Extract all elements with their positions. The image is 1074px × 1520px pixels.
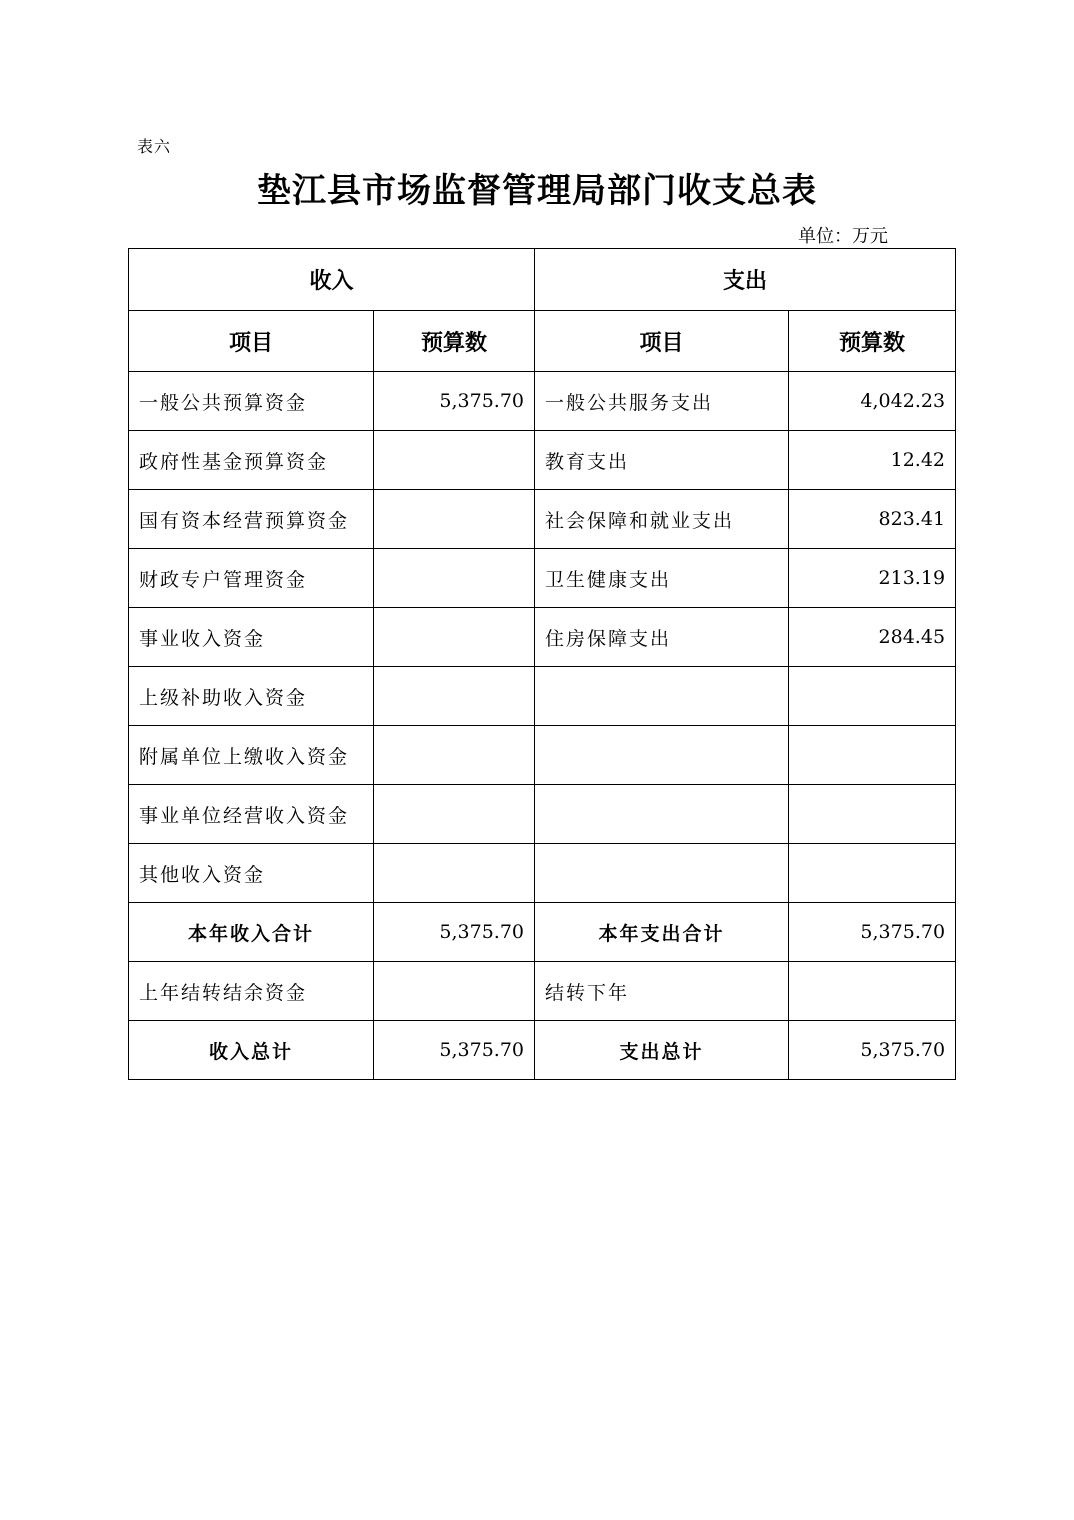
income-value-cell — [374, 785, 535, 844]
income-value-cell — [374, 844, 535, 903]
table-row — [129, 844, 956, 903]
expense-value-cell — [789, 726, 956, 785]
grand-total-row — [129, 1021, 956, 1080]
expense-section-header: 支出 — [535, 249, 956, 311]
income-value-cell — [374, 431, 535, 490]
income-value-cell — [374, 667, 535, 726]
expense-value-cell — [789, 844, 956, 903]
table-row — [129, 490, 956, 549]
income-item-cell: 上年结转结余资金 — [129, 962, 374, 1021]
income-annual-total-value: 5,375.70 — [374, 903, 535, 962]
expense-grand-total-value: 5,375.70 — [789, 1021, 956, 1080]
expense-item-cell: 社会保障和就业支出 — [535, 490, 789, 549]
income-value-cell — [374, 726, 535, 785]
expense-item-cell: 教育支出 — [535, 431, 789, 490]
income-value-cell — [374, 490, 535, 549]
unit-label: 单位：万元 — [798, 226, 888, 247]
table-row — [129, 962, 956, 1021]
income-item-cell: 一般公共预算资金 — [129, 372, 374, 431]
expense-item-cell: 卫生健康支出 — [535, 549, 789, 608]
expense-item-cell — [535, 844, 789, 903]
expense-value-cell — [789, 785, 956, 844]
table-row — [129, 726, 956, 785]
income-item-cell: 附属单位上缴收入资金 — [129, 726, 374, 785]
table-row — [129, 431, 956, 490]
expense-budget-header: 预算数 — [789, 311, 956, 372]
expense-annual-total-label: 本年支出合计 — [535, 903, 789, 962]
table-row — [129, 549, 956, 608]
expense-annual-total-value: 5,375.70 — [789, 903, 956, 962]
column-header-row — [129, 311, 956, 372]
expense-grand-total-label: 支出总计 — [535, 1021, 789, 1080]
expense-value-cell: 213.19 — [789, 549, 956, 608]
income-value-cell — [374, 608, 535, 667]
table-row — [129, 785, 956, 844]
income-item-cell: 政府性基金预算资金 — [129, 431, 374, 490]
expense-value-cell: 4,042.23 — [789, 372, 956, 431]
expense-value-cell: 12.42 — [789, 431, 956, 490]
expense-item-header: 项目 — [535, 311, 789, 372]
expense-value-cell — [789, 962, 956, 1021]
expense-item-cell — [535, 785, 789, 844]
table-row — [129, 372, 956, 431]
expense-item-cell: 一般公共服务支出 — [535, 372, 789, 431]
expense-item-cell: 结转下年 — [535, 962, 789, 1021]
income-grand-total-label: 收入总计 — [129, 1021, 374, 1080]
section-header-row — [129, 249, 956, 311]
income-item-cell: 财政专户管理资金 — [129, 549, 374, 608]
table-row — [129, 667, 956, 726]
expense-item-cell — [535, 726, 789, 785]
income-item-cell: 其他收入资金 — [129, 844, 374, 903]
income-value-cell — [374, 962, 535, 1021]
income-item-cell: 上级补助收入资金 — [129, 667, 374, 726]
income-section-header: 收入 — [129, 249, 535, 311]
income-grand-total-value: 5,375.70 — [374, 1021, 535, 1080]
expense-value-cell — [789, 667, 956, 726]
income-value-cell: 5,375.70 — [374, 372, 535, 431]
page-title: 垫江县市场监督管理局部门收支总表 — [257, 171, 817, 211]
income-budget-header: 预算数 — [374, 311, 535, 372]
annual-total-row — [129, 903, 956, 962]
expense-value-cell: 284.45 — [789, 608, 956, 667]
income-item-cell: 事业单位经营收入资金 — [129, 785, 374, 844]
income-annual-total-label: 本年收入合计 — [129, 903, 374, 962]
expense-item-cell: 住房保障支出 — [535, 608, 789, 667]
income-item-cell: 国有资本经营预算资金 — [129, 490, 374, 549]
income-expense-table — [128, 248, 956, 1080]
expense-item-cell — [535, 667, 789, 726]
table-number-label: 表六 — [137, 137, 172, 156]
income-item-cell: 事业收入资金 — [129, 608, 374, 667]
table-row — [129, 608, 956, 667]
expense-value-cell: 823.41 — [789, 490, 956, 549]
income-value-cell — [374, 549, 535, 608]
income-item-header: 项目 — [129, 311, 374, 372]
